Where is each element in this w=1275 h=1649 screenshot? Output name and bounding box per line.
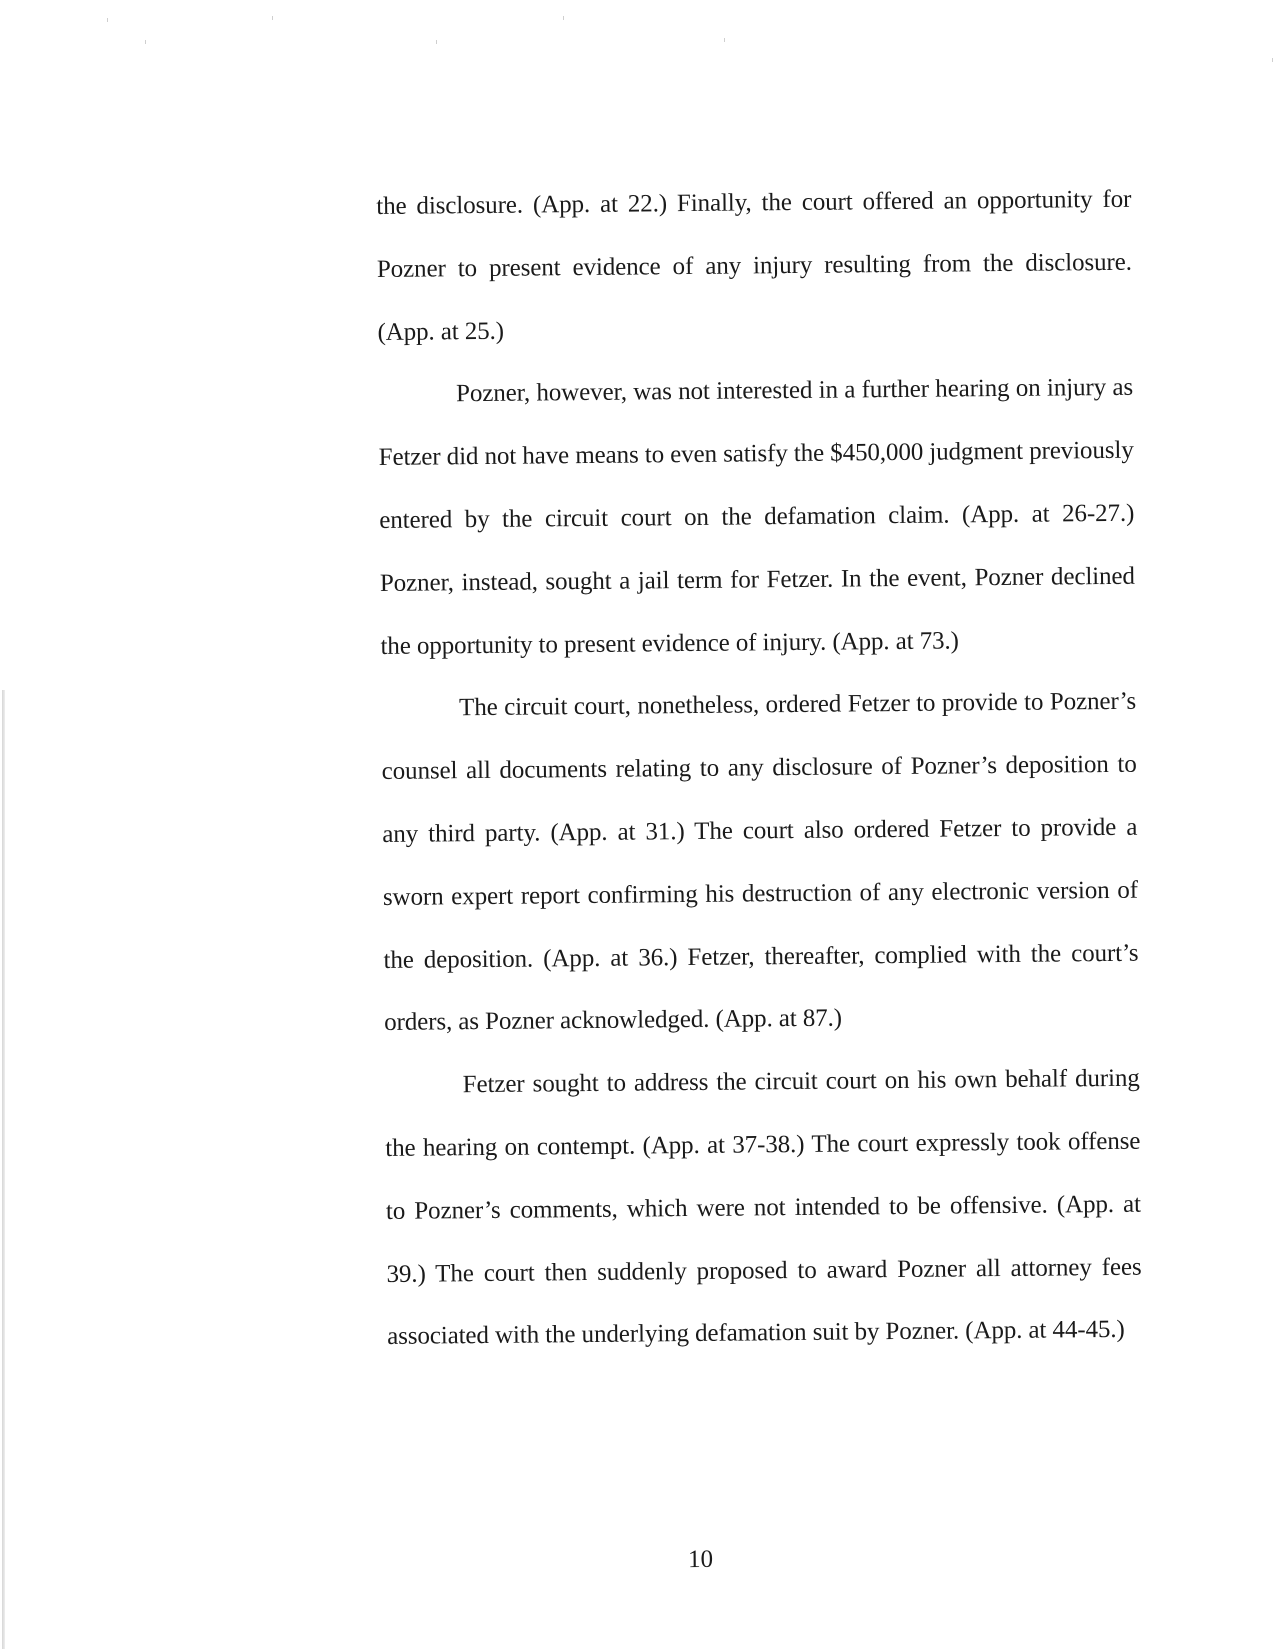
scan-speck [1272,58,1273,62]
scan-speck [272,16,273,20]
scan-speck [724,38,725,42]
scan-edge-artifact [2,690,5,1649]
scan-speck [436,40,437,44]
scan-speck [107,18,108,22]
document-body [376,169,1142,1369]
page-number: 10 [687,1545,714,1574]
paragraph: Fetzer sought to address the circuit court on his own behalf during the hearing on contempt. (App. at 37-38.) The court expressly took offense to Pozner’s comments, which were not intended to be offensive. (App. at 39.) The court then suddenly proposed to award Pozner all attorney fees associated with the underlying defamation suit by Pozner. (App. at 44-45.) [385,1064,1142,1351]
scan-speck [145,40,146,44]
scan-speck [563,16,564,20]
paragraph: The circuit court, nonetheless, ordered Fetzer to provide to Pozner’s counsel all documents relating to any disclosure of Pozner’s deposition to any third party. (App. at 31.) The court also ordered Fetzer to provide a sworn expert report confirming his destruction of any electronic version of the deposition. (App. at 36.) Fetzer, thereafter, complied with the court’s orders, as Pozner acknowledged. (App. at 87.) [381,688,1139,1037]
paragraph: the disclosure. (App. at 22.) Finally, the court offered an opportunity for Pozner to present evidence of any injury resulting from the disclosure. (App. at 25.) [376,185,1132,346]
paragraph: Pozner, however, was not interested in a further hearing on injury as Fetzer did not have means to even satisfy the $450,000 judgment previously entered by the circuit court on the defamation claim. (App. at 26-27.) Pozner, instead, sought a jail term for Fetzer. In the event, Pozner declined the opportunity to present evidence of injury. (App. at 73.) [378,374,1136,660]
